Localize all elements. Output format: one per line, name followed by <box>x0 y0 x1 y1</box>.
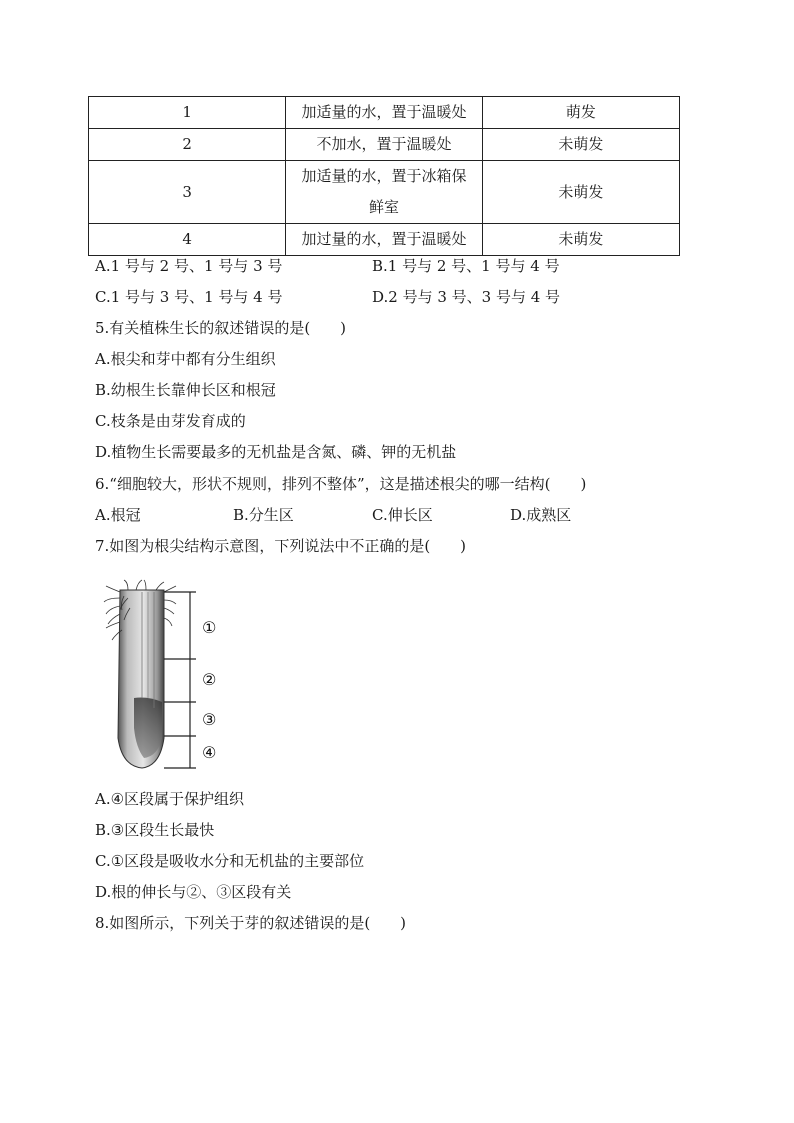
zone-label-4: ④ <box>202 743 217 762</box>
table-cell-result: 未萌发 <box>482 224 679 256</box>
table-cell-id: 4 <box>89 224 286 256</box>
root-tip-diagram <box>100 578 230 773</box>
q4-option-b: B.1 号与 2 号、1 号与 4 号 <box>372 257 560 275</box>
q5-option-b: B.幼根生长靠伸长区和根冠 <box>95 381 276 399</box>
condition-line-2: 鲜室 <box>368 198 399 216</box>
table-cell-condition: 加过量的水，置于温暖处 <box>286 224 482 256</box>
q5-stem: 5.有关植株生长的叙述错误的是( ) <box>95 319 347 337</box>
zone-label-3: ③ <box>202 710 217 729</box>
q8-stem: 8.如图所示，下列关于芽的叙述错误的是( ) <box>95 914 407 932</box>
q5-option-a: A.根尖和芽中都有分生组织 <box>95 350 276 368</box>
q7-stem: 7.如图为根尖结构示意图，下列说法中不正确的是( ) <box>95 537 467 555</box>
q7-option-d: D.根的伸长与②、③区段有关 <box>95 883 292 901</box>
table-cell-condition: 不加水，置于温暖处 <box>286 129 482 161</box>
q5-option-c: C.枝条是由芽发育成的 <box>95 412 246 430</box>
table-cell-condition: 加适量的水，置于温暖处 <box>286 97 482 129</box>
q5-option-d: D.植物生长需要最多的无机盐是含氮、磷、钾的无机盐 <box>95 443 457 461</box>
table-cell-result: 未萌发 <box>482 129 679 161</box>
table-row <box>89 97 680 129</box>
q4-option-a: A.1 号与 2 号、1 号与 3 号 <box>95 257 283 275</box>
q7-option-b: B.③区段生长最快 <box>95 821 215 839</box>
q4-option-c: C.1 号与 3 号、1 号与 4 号 <box>95 288 283 306</box>
table-row <box>89 129 680 161</box>
q6-stem: 6.“细胞较大，形状不规则，排列不整体”，这是描述根尖的哪一结构( ) <box>95 475 587 493</box>
table-row <box>89 161 680 224</box>
table-cell-id: 3 <box>89 161 286 224</box>
table-cell-id: 1 <box>89 97 286 129</box>
zone-label-1: ① <box>202 618 217 637</box>
q6-option-b: B.分生区 <box>233 506 294 524</box>
experiment-table <box>88 96 680 256</box>
q7-option-a: A.④区段属于保护组织 <box>95 790 245 808</box>
table-cell-condition <box>286 161 482 224</box>
q7-option-c: C.①区段是吸收水分和无机盐的主要部位 <box>95 852 365 870</box>
q4-option-d: D.2 号与 3 号、3 号与 4 号 <box>372 288 561 306</box>
q6-option-d: D.成熟区 <box>510 506 572 524</box>
table-row <box>89 224 680 256</box>
condition-line-1: 加适量的水，置于冰箱保 <box>301 167 467 185</box>
table-cell-result: 萌发 <box>482 97 679 129</box>
q6-option-c: C.伸长区 <box>372 506 433 524</box>
q6-option-a: A.根冠 <box>95 506 141 524</box>
table-cell-id: 2 <box>89 129 286 161</box>
table-cell-result: 未萌发 <box>482 161 679 224</box>
zone-label-2: ② <box>202 670 217 689</box>
